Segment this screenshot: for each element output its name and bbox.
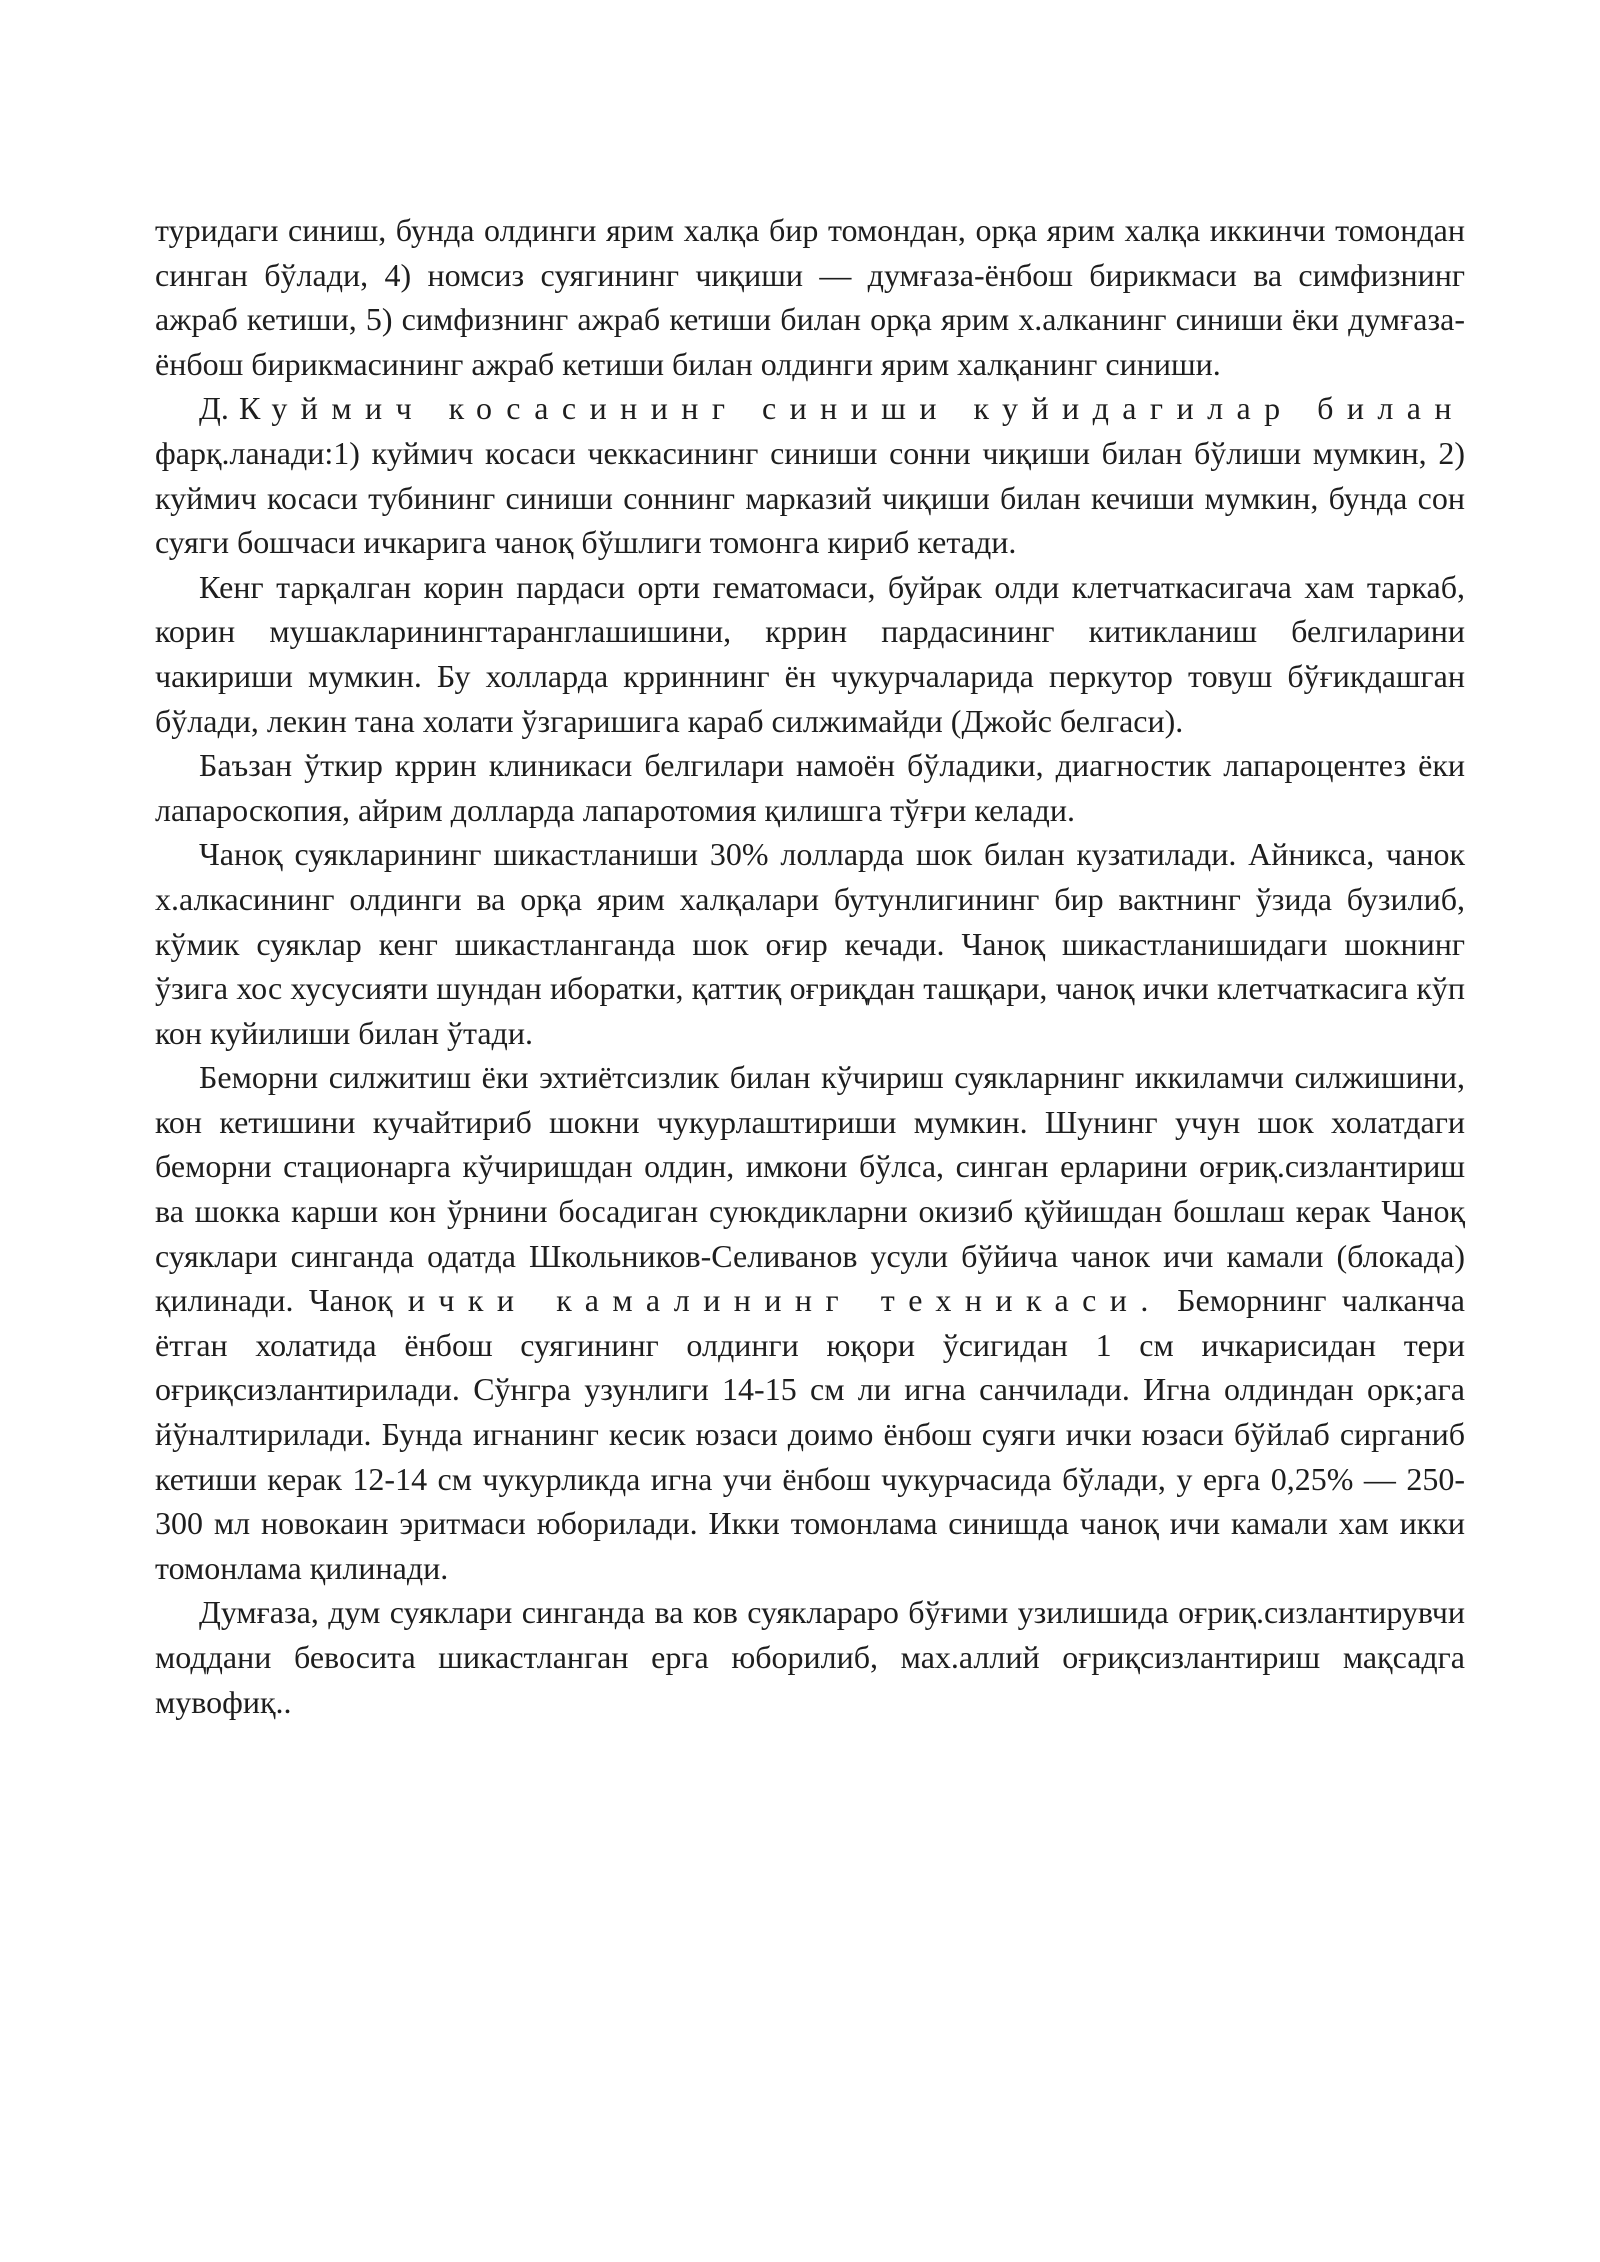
paragraph-2 bbox=[155, 386, 1465, 564]
paragraph-1-text: туридаги синиш, бунда олдинги ярим халқа бир томондан, орқа ярим халқа иккинчи томондан синган бўлади, 4) номсиз суягининг чиқиши — думғаза-ёнбош бирикмаси ва симфизнинг ажраб кетиши, 5) симфизнинг ажраб кетиши билан орқа ярим х.алканинг синиши ёки думғаза-ёнбош бирикмасининг ажраб кетиши билан олдинги ярим халқанинг синиши. bbox=[155, 212, 1465, 382]
paragraph-2-text: фарқ.ланади:1) куймич косаси чеккасининг синиши сонни чиқиши билан бўлиши мумкин, 2) куймич косаси тубининг синиши соннинг марказий чиқиши билан кечиши мумкин, бунда сон суяги бошчаси ичкарига чаноқ бўшлиги томонга кириб кетади. bbox=[155, 434, 1465, 561]
paragraph-5 bbox=[155, 832, 1465, 1055]
paragraph-6-text: Беморнинг чалканча ётган холатида ёнбош суягининг олдинги юқори ўсигидан 1 см ичкарисидан тери оғриқсизлантирилади. Сўнгра узунлиги 14-15 см ли игна санчилади. Игна олдиндан орк;ага йўналтирилади. Бунда игнанинг кесик юзаси доимо ёнбош суяги ички юзаси бўйлаб сирганиб кетиши керак 12-14 см чукурликда игна учи ёнбош чукурчасида бўлади, у ерга 0,25% — 250-300 мл новокаин эритмаси юборилади. Икки томонлама синишда чаноқ ичи камали хам икки томонлама қилинади. bbox=[155, 1282, 1466, 1586]
paragraph-6 bbox=[155, 1055, 1465, 1590]
paragraph-3-text: Кенг тарқалган корин пардаси орти гематомаси, буйрак олди клетчаткасигача хам таркаб, корин мушакларинингтаранглашишини, кррин пардасининг китикланиш белгиларини чакириши мумкин. Бу холларда крриннинг ён чукурчаларида перкутор товуш бўғикдашган бўлади, лекин тана холати ўзгаришига караб силжимайди (Джойс белгаси). bbox=[155, 568, 1465, 739]
paragraph-2-spaced-heading: Куймич косасининг синиши куйидагилар билан bbox=[238, 390, 1466, 427]
paragraph-6-spaced-heading: ички камалининг техникаси. bbox=[407, 1282, 1162, 1319]
paragraph-7-text: Думғаза, дум суяклари синганда ва ков суяклараро бўғими узилишида оғриқ.сизлантирувчи моддани бевосита шикастланган ерга юборилиб, мах.аллий оғриқсизлантириш мақсадга мувофиқ.. bbox=[155, 1594, 1465, 1720]
paragraph-4 bbox=[155, 743, 1465, 832]
paragraph-2-lead: Д. bbox=[199, 390, 239, 427]
paragraph-5-text: Чаноқ суякларининг шикастланиши 30% лолларда шок билан кузатилади. Айникса, чанок х.алкасининг олдинги ва орқа ярим халқалари бутунлигининг бир вактнинг ўзида бузилиб, кўмик суяклар кенг шикастланганда шок оғир кечади. Чаноқ шикастланишидаги шокнинг ўзига хос хусусияти шундан иборатки, қаттиқ оғриқдан ташқари, чаноқ ички клетчаткасига кўп кон куйилиши билан ўтади. bbox=[155, 836, 1465, 1051]
document-page bbox=[155, 208, 1465, 1724]
paragraph-7 bbox=[155, 1590, 1465, 1724]
paragraph-3 bbox=[155, 565, 1465, 743]
paragraph-4-text: Баъзан ўткир кррин клиникаси белгилари намоён бўладики, диагностик лапароцентез ёки лапароскопия, айрим долларда лапаротомия қилишга тўғри келади. bbox=[155, 747, 1465, 828]
paragraph-6-lead: Беморни силжитиш ёки эхтиётсизлик билан кўчириш суякларнинг иккиламчи силжишини, кон кетишини кучайтириб шокни чукурлаштириши мумкин. Шунинг учун шок холатдаги беморни стационарга кўчиришдан олдин, имкони бўлса, синган ерларини оғриқ.сизлантириш ва шокка карши кон ўрнини босадиган суюкдикларни окизиб қўйишдан бошлаш керак Чаноқ суяклари синганда одатда Школьников-Селиванов усули бўйича чанок ичи камали (блокада) қилинади. Чаноқ bbox=[155, 1059, 1465, 1319]
paragraph-1 bbox=[155, 208, 1465, 386]
